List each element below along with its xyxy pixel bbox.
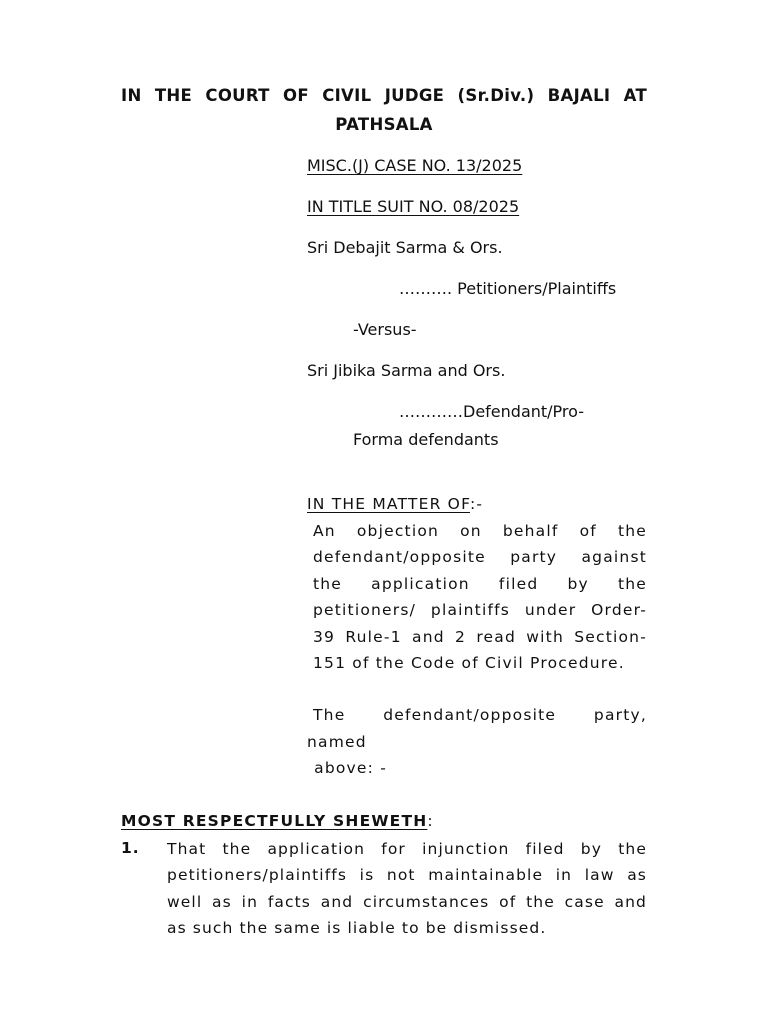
title-suit-number: IN TITLE SUIT NO. 08/2025 [307, 197, 520, 216]
petitioner-name: Sri Debajit Sarma & Ors. [307, 238, 503, 257]
paragraph-1-text [167, 836, 647, 942]
matter-line: 151 of the Code of Civil Procedure. [313, 654, 625, 673]
paragraph-line: well as in facts and circumstances of the case and [167, 892, 647, 911]
matter-line: defendant/opposite party against [313, 548, 647, 567]
named-line-2: named [307, 733, 367, 751]
matter-description [313, 518, 647, 676]
named-line-3: above: - [308, 759, 387, 777]
respect-heading [121, 812, 434, 830]
court-heading-line-1: IN THE COURT OF CIVIL JUDGE (Sr.Div.) BAJALI AT [121, 86, 647, 105]
court-heading-line-2: PATHSALA [335, 115, 433, 134]
respect-label: MOST RESPECTFULLY SHEWETH [121, 812, 428, 830]
matter-label: IN THE MATTER OF [307, 495, 470, 513]
named-line-1: The defendant/opposite party, [313, 706, 647, 724]
respect-suffix: : [427, 812, 434, 830]
matter-line: the application filed by the [313, 574, 647, 593]
paragraph-line: as such the same is liable to be dismissed. [167, 919, 547, 938]
paragraph-line: petitioners/plaintiffs is not maintainable in law as [167, 866, 647, 885]
paragraph-number: 1. [121, 839, 140, 857]
matter-heading [307, 495, 483, 513]
defendant-role-line-1: …………Defendant/Pro- [399, 402, 584, 421]
matter-line: An objection on behalf of the [313, 522, 647, 540]
defendant-name: Sri Jibika Sarma and Ors. [307, 361, 506, 380]
paragraph-line: That the application for injunction filed by the [167, 840, 647, 858]
matter-label-suffix: :- [469, 495, 484, 513]
misc-case-number: MISC.(J) CASE NO. 13/2025 [307, 156, 523, 175]
versus-text: -Versus- [353, 320, 417, 339]
petitioner-role: ………. Petitioners/Plaintiffs [399, 279, 617, 298]
defendant-role-line-2: Forma defendants [353, 430, 499, 449]
matter-line: 39 Rule-1 and 2 read with Section- [313, 627, 647, 646]
matter-line: petitioners/ plaintiffs under Order- [313, 601, 647, 620]
